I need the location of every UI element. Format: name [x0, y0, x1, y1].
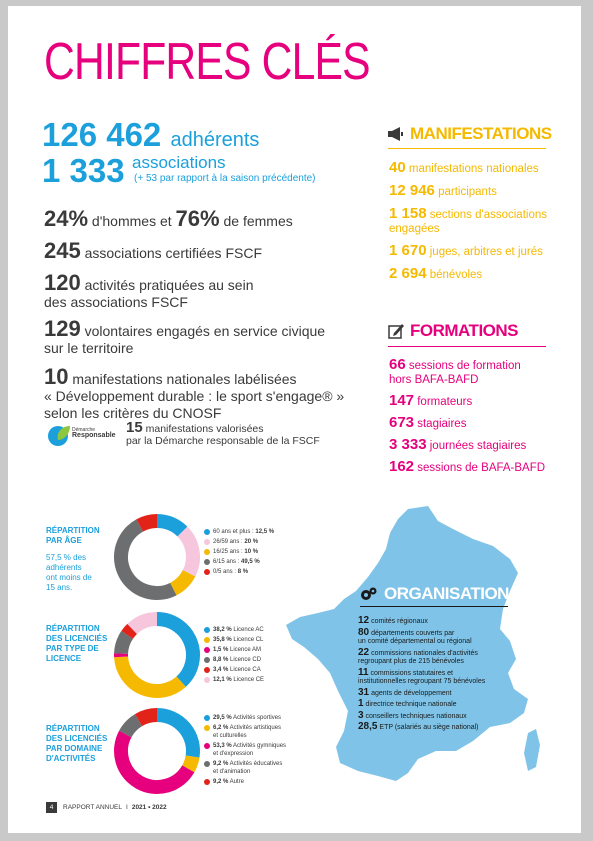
list-item: 80 départements couverts par un comité départemental ou régional [358, 626, 472, 645]
list-item: 1 158 sections d'associations engagées [389, 205, 547, 235]
men-label: d'hommes et [88, 213, 176, 229]
legend-item: 12,1 % Licence CE [204, 676, 264, 684]
licence-donut-chart [112, 610, 202, 700]
age-legend [204, 528, 274, 578]
list-item: 66 sessions de formation hors BAFA-BAFD [389, 356, 521, 386]
formations-list [389, 358, 545, 482]
legend-item: 9,2 % Autre [204, 778, 286, 786]
demarche-stat [126, 419, 320, 447]
manifestations-title: MANIFESTATIONS [410, 124, 552, 143]
volunteers-label: volontaires engagés en service civique [80, 323, 326, 339]
list-item: 673 stagiaires [389, 414, 467, 431]
legend-item: 3,4 % Licence CA [204, 666, 264, 674]
demarche-label: manifestations valorisées [142, 423, 264, 435]
donut-slice-6 [132, 619, 157, 629]
donut-slice-3 [173, 573, 189, 589]
list-item: 12 comités régionaux [358, 615, 428, 626]
footer-sep: I [126, 804, 128, 811]
donut-slice-2 [121, 657, 181, 691]
associations-stat [42, 154, 362, 190]
legend-item: 6,2 % Activités artistiques et culturelles [204, 724, 286, 740]
labelled-events-label-2: « Développement durable : le sport s'engage® » [44, 388, 345, 404]
formations-title: FORMATIONS [410, 321, 519, 340]
manifestations-divider [388, 148, 546, 149]
list-item: 12 946 participants [389, 182, 497, 199]
megaphone-icon [388, 127, 404, 141]
certified-label: associations certifiées FSCF [80, 245, 263, 261]
age-chart-note: 57,5 % des adhérents ont moins de 15 ans. [46, 553, 92, 592]
legend-item: 29,5 % Activités sportives [204, 714, 286, 722]
organisation-list [358, 617, 485, 735]
certified-number: 245 [44, 238, 81, 263]
legend-item: 8,8 % Licence CD [204, 656, 264, 664]
donut-slice-5 [140, 521, 157, 525]
donut-slice-2 [188, 757, 192, 769]
footer-year: 2021 • 2022 [131, 804, 167, 811]
manifestations-list [389, 161, 547, 290]
list-item: 3 conseillers techniques nationaux [358, 709, 467, 721]
legend-item: 38,2 % Licence AC [204, 626, 264, 634]
legend-item: 35,8 % Licence CL [204, 636, 264, 644]
list-item: 22 commissions nationales d'activités regroupant plus de 215 bénévoles [358, 646, 478, 665]
demarche-label-2: par la Démarche responsable de la FSCF [126, 435, 320, 447]
donut-slice-4 [121, 635, 127, 654]
donut-slice-1 [157, 715, 193, 757]
organisation-title: ORGANISATION [384, 584, 509, 603]
list-item: 3 333 journées stagiaires [389, 436, 527, 453]
organisation-header [360, 584, 509, 604]
donut-slice-4 [125, 720, 138, 734]
donut-slice-4 [121, 525, 173, 593]
volunteers-stat [44, 316, 326, 357]
list-item: 31 agents de développement [358, 686, 452, 698]
adherents-label: adhérents [170, 129, 260, 151]
legend-item: 6/15 ans : 49,5 % [204, 558, 274, 566]
legend-item: 16/25 ans : 10 % [204, 548, 274, 556]
age-chart-label: RÉPARTITION PAR ÂGE [46, 526, 100, 545]
women-percent: 76% [175, 206, 220, 231]
legend-item: 53,3 % Activités gymniques et d'expression [204, 742, 286, 758]
gears-icon [360, 586, 378, 602]
formations-header [388, 321, 518, 341]
associations-label: associations [132, 153, 226, 172]
gender-stat [44, 206, 293, 231]
demarche-logo-line1: Démarche [72, 427, 96, 433]
associations-sub: (+ 53 par rapport à la saison précédente) [134, 173, 316, 184]
activities-label-2: des associations FSCF [44, 294, 188, 310]
list-item: 2 694 bénévoles [389, 265, 483, 282]
legend-item: 1,5 % Licence AM [204, 646, 264, 654]
activities-number: 120 [44, 270, 81, 295]
licence-chart-label: RÉPARTITION DES LICENCIÉS PAR TYPE DE LICENCE [46, 624, 108, 663]
donut-slice-1 [157, 619, 193, 682]
page [8, 6, 581, 833]
labelled-events-label-3: selon les critères du CNOSF [44, 405, 222, 421]
footer-text: RAPPORT ANNUEL [63, 804, 123, 811]
page-title: CHIFFRES CLÉS [44, 33, 370, 91]
adherents-stat [42, 118, 259, 151]
demarche-logo-line2: Responsable [72, 432, 116, 439]
activities-stat [44, 270, 254, 311]
donut-slice-5 [139, 715, 157, 720]
list-item: 11 commissions statutaires et institutionnelles regroupant 75 bénévoles [358, 666, 486, 685]
legend-item: 60 ans et plus : 12,5 % [204, 528, 274, 536]
labelled-events-stat [44, 364, 345, 422]
associations-number: 1 333 [42, 152, 125, 189]
licence-legend [204, 626, 264, 686]
list-item: 28,5 ETP (salariés au siège national) [358, 721, 479, 732]
legend-item: 26/59 ans : 20 % [204, 538, 274, 546]
donut-slice-1 [157, 521, 182, 532]
demarche-logo [46, 420, 116, 454]
men-percent: 24% [44, 206, 89, 231]
labelled-events-number: 10 [44, 364, 69, 389]
legend-item: 0/5 ans : 8 % [204, 568, 274, 576]
volunteers-label-2: sur le territoire [44, 340, 134, 356]
donut-slice-3 [121, 734, 188, 787]
volunteers-number: 129 [44, 316, 81, 341]
pencil-icon [388, 323, 404, 339]
list-item: 162 sessions de BAFA-BAFD [389, 458, 546, 475]
list-item: 1 670 juges, arbitres et jurés [389, 242, 543, 259]
women-label: de femmes [219, 213, 293, 229]
list-item: 1 directrice technique nationale [358, 698, 457, 709]
organisation-divider [360, 606, 508, 607]
age-donut-chart [112, 512, 202, 602]
certified-stat [44, 238, 263, 263]
donut-slice-5 [127, 629, 132, 635]
domaine-legend [204, 714, 286, 788]
donut-slice-2 [182, 532, 193, 574]
activities-label: activités pratiquées au sein [80, 277, 254, 293]
domaine-chart-label: RÉPARTITION DES LICENCIÉS PAR DOMAINE D'ACTIVITÉS [46, 724, 108, 763]
domaine-donut-chart [112, 706, 202, 796]
footer [46, 802, 167, 813]
legend-item: 9,2 % Activités éducatives et d'animation [204, 760, 286, 776]
list-item: 40 manifestations nationales [389, 159, 539, 176]
list-item: 147 formateurs [389, 392, 473, 409]
demarche-number: 15 [126, 419, 143, 436]
manifestations-header [388, 124, 552, 144]
labelled-events-label: manifestations nationales labélisées [68, 371, 297, 387]
formations-divider [388, 346, 546, 347]
adherents-number: 126 462 [42, 116, 162, 153]
page-number: 4 [46, 802, 57, 813]
